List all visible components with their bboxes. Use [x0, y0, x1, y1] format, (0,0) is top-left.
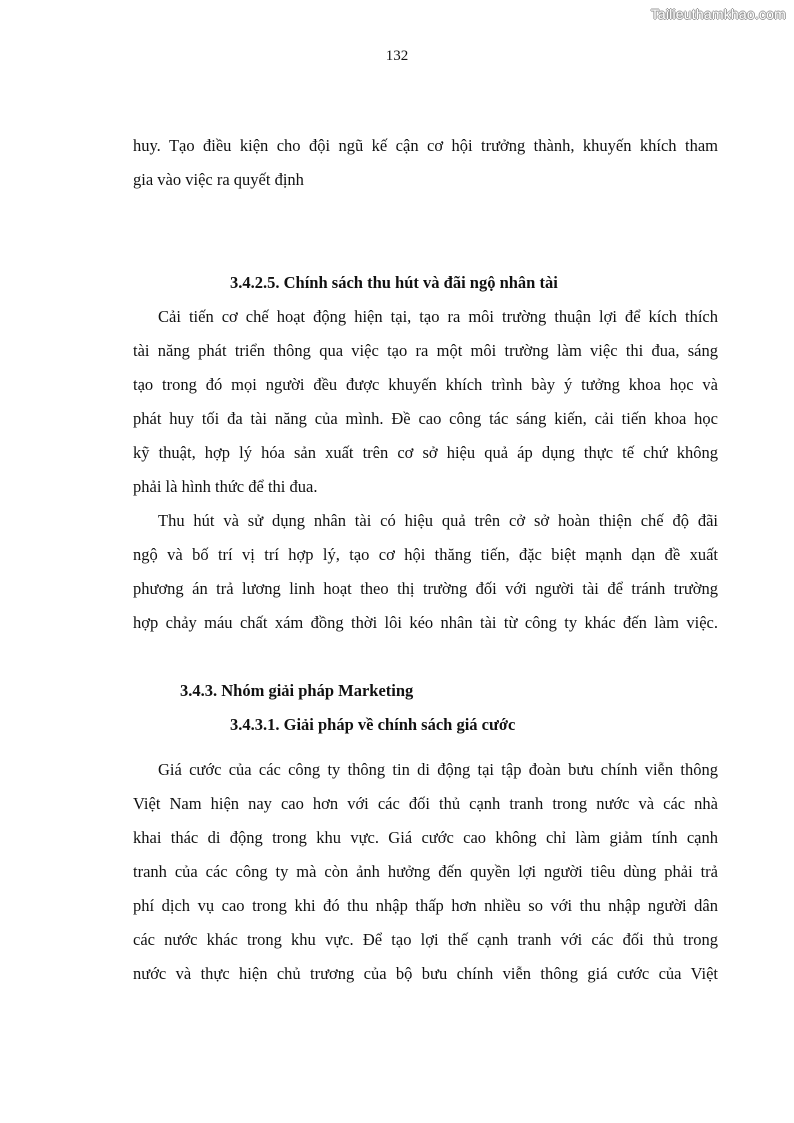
watermark: Tailieuthamkhao.com	[650, 6, 786, 22]
paragraph-line: phát huy tối đa tài năng của mình. Đề cao công tác sáng kiến, cải tiến khoa học	[133, 409, 718, 428]
paragraph-line: Việt Nam hiện nay cao hơn với các đối thủ cạnh tranh trong nước và các nhà	[133, 794, 718, 813]
page-number: 132	[385, 48, 409, 64]
paragraph-line: tranh của các công ty mà còn ảnh hưởng đến quyền lợi người tiêu dùng phải trả	[133, 862, 718, 881]
paragraph-line: phương án trả lương linh hoạt theo thị trường đối với người tài để tránh trường	[133, 579, 718, 598]
paragraph-line: gia vào việc ra quyết định	[133, 170, 304, 189]
paragraph-line: phải là hình thức để thi đua.	[133, 477, 318, 496]
paragraph-line: khai thác di động trong khu vực. Giá cước cao không chỉ làm giảm tính cạnh	[133, 828, 718, 847]
section-heading: 3.4.2.5. Chính sách thu hút và đãi ngộ nhân tài	[230, 273, 558, 292]
paragraph-line: Giá cước của các công ty thông tin di động tại tập đoàn bưu chính viễn thông	[158, 760, 718, 779]
paragraph-line: Cải tiến cơ chế hoạt động hiện tại, tạo ra môi trường thuận lợi để kích thích	[158, 307, 718, 326]
paragraph-line: tài năng phát triển thông qua việc tạo ra một môi trường làm việc thi đua, sáng	[133, 341, 718, 360]
section-heading: 3.4.3. Nhóm giải pháp Marketing	[180, 681, 414, 700]
paragraph-line: các nước khác trong khu vực. Để tạo lợi thế cạnh tranh với các đối thủ trong	[133, 930, 718, 949]
paragraph-line: tạo trong đó mọi người đều được khuyến khích trình bày ý tưởng khoa học và	[133, 375, 718, 394]
paragraph-line: phí dịch vụ cao trong khi đó thu nhập thấp hơn nhiều so với thu nhập người dân	[133, 896, 718, 915]
paragraph-line: huy. Tạo điều kiện cho đội ngũ kế cận cơ hội trưởng thành, khuyến khích tham	[133, 136, 718, 155]
paragraph-line: Thu hút và sử dụng nhân tài có hiệu quả trên cở sở hoàn thiện chế độ đãi	[158, 511, 718, 530]
paragraph-line: hợp chảy máu chất xám đồng thời lôi kéo nhân tài từ công ty khác đến làm việc.	[133, 613, 718, 632]
paragraph-line: nước và thực hiện chủ trương của bộ bưu chính viễn thông giá cước của Việt	[133, 964, 718, 983]
subsection-heading: 3.4.3.1. Giải pháp về chính sách giá cước	[230, 715, 516, 734]
paragraph-line: ngộ và bố trí vị trí hợp lý, tạo cơ hội thăng tiến, đặc biệt mạnh dạn đề xuất	[133, 545, 718, 564]
paragraph-line: kỹ thuật, hợp lý hóa sản xuất trên cơ sở hiệu quả áp dụng thực tế chứ không	[133, 443, 718, 462]
